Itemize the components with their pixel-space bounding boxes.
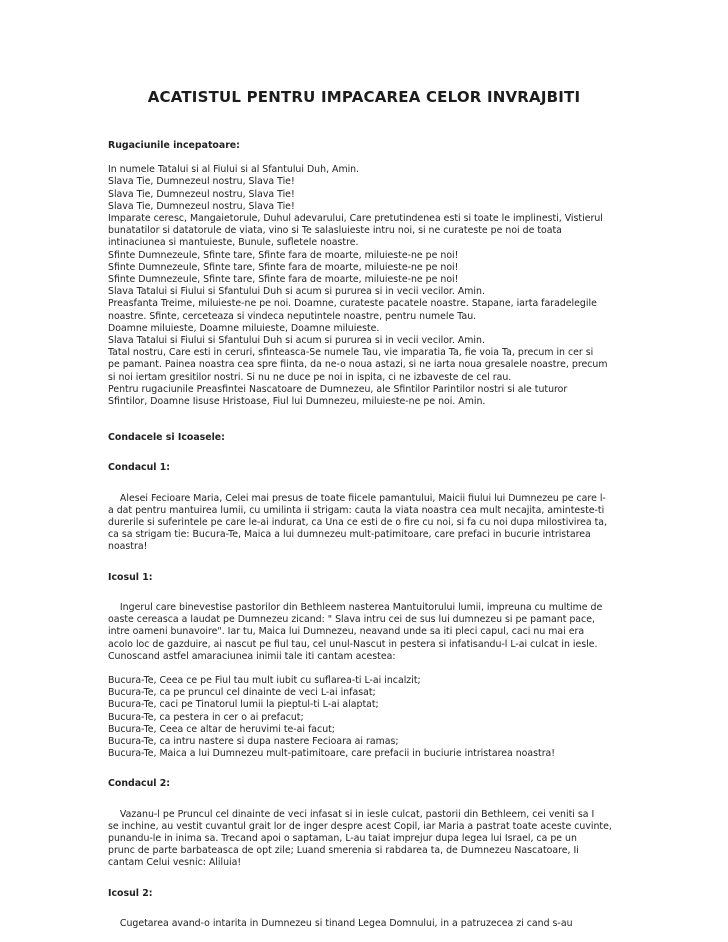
- text-line: noastre. Sfinte, cerceteaza si vindeca neputintele noastre, pentru numele Tau.: [108, 310, 477, 322]
- text-line: Imparate ceresc, Mangaietorule, Duhul adevarului, Care pretutindenea esti si toate le implinesti, Vistierul: [108, 213, 603, 225]
- section-body-condacul-1: [108, 493, 628, 554]
- text-line: durerile si suferintele pe care le-ai indurat, ca Una ce esti de o fire cu noi, si fa cu noi dupa milostivirea ta,: [108, 517, 608, 529]
- text-line: punandu-le in inima sa. Trecand apoi o saptaman, L-au taiat imprejur dupa legea lui Israel, ca pe un: [108, 832, 577, 844]
- section-body-rugaciuni: [108, 164, 628, 408]
- text-line: Bucura-Te, ca pestera in cer o ai prefacut;: [108, 711, 304, 723]
- text-line: Vazanu-l pe Pruncul cel dinainte de veci infasat si in iesle culcat, pastorii din Bethleem, cei veniti sa I: [108, 808, 595, 820]
- text-line: Sfintilor, Doamne Iisuse Hristoase, Fiul lui Dumnezeu, miluieste-ne pe noi. Amin.: [108, 396, 486, 408]
- text-line: Bucura-Te, Ceea ce pe Fiul tau mult iubit cu suflarea-ti L-ai incalzit;: [108, 674, 421, 686]
- text-line: noastra!: [108, 541, 148, 553]
- text-line: Preasfanta Treime, miluieste-ne pe noi. Doamne, curateste pacatele noastre. Stapane, iarta faradelegile: [108, 298, 597, 310]
- text-line: Bucura-Te, caci pe Tinatorul lumii la pieptul-ti L-ai alaptat;: [108, 699, 379, 711]
- text-line: Tatal nostru, Care esti in ceruri, sfinteasca-Se numele Tau, vie imparatia Ta, fie voia Ta, precum in cer si: [108, 347, 594, 359]
- text-line: Ingerul care binevestise pastorilor din Bethleem nasterea Mantuitorului lumii, impreuna cu multime de: [108, 601, 603, 613]
- section-heading-condacul-1: Condacul 1:: [108, 462, 171, 474]
- section-litany-icosul-1: [108, 675, 628, 760]
- text-line: ca sa strigam tie: Bucura-Te, Maica a lui dumnezeu mult-patimitoare, care prefaci in bucurie intristarea: [108, 529, 591, 541]
- text-line: se inchine, au vestit cuvantul grait lor de inger despre acest Copil, iar Maria a pastrat toate aceste cuvinte,: [108, 820, 612, 832]
- text-line: Alesei Fecioare Maria, Celei mai presus de toate fiicele pamantului, Maicii fiului lui Dumnezeu pe care l-: [108, 492, 606, 504]
- text-line: In numele Tatalui si al Fiului si al Sfantului Duh, Amin.: [108, 164, 360, 176]
- text-line: a dat pentru mantuirea lumii, cu umilinta ii strigam: cauta la viata noastra cea mult necajita, aminteste-ti: [108, 504, 605, 516]
- text-line: Sfinte Dumnezeule, Sfinte tare, Sfinte fara de moarte, miluieste-ne pe noi!: [108, 249, 459, 261]
- text-line: Sfinte Dumnezeule, Sfinte tare, Sfinte fara de moarte, miluieste-ne pe noi!: [108, 261, 459, 273]
- text-line: si noi iertam gresitilor nostri. Si nu ne duce pe noi in ispita, ci ne izbaveste de cel rau.: [108, 371, 512, 383]
- text-line: intre oameni bunavoire". Iar tu, Maica lui Dumnezeu, neavand unde sa iti pleci capul, caci nu mai era: [108, 626, 585, 638]
- section-heading-icosul-1: Icosul 1:: [108, 571, 153, 583]
- text-line: Sfinte Dumnezeule, Sfinte tare, Sfinte fara de moarte, miluieste-ne pe noi!: [108, 274, 459, 286]
- text-line: Bucura-Te, ca pe pruncul cel dinainte de veci L-ai infasat;: [108, 687, 376, 699]
- text-line: intinaciunea si mantuieste, Bunule, sufletele noastre.: [108, 237, 359, 249]
- section-body-icosul-1: [108, 602, 628, 663]
- text-line: Slava Tie, Dumnezeul nostru, Slava Tie!: [108, 188, 295, 200]
- section-body-icosul-2: [108, 918, 628, 930]
- document-body: [108, 140, 628, 930]
- section-body-condacul-2: [108, 809, 628, 870]
- text-line: bunatatilor si datatorule de viata, vino si Te salasluieste intru noi, si ne curateste pe noi de toata: [108, 225, 562, 237]
- text-line: prunc de parte barbateasca de opt zile; Luand smerenia si rabdarea ta, de Dumnezeu Nascatoare, Ii: [108, 845, 579, 857]
- text-line: acolo loc de gazduire, ai nascut pe fiul tau, cel unul-Nascut in pestera si infatisandu-l L-ai culcat in iesle.: [108, 638, 598, 650]
- text-line: Bucura-Te, Ceea ce altar de heruvimi te-ai facut;: [108, 723, 335, 735]
- text-line: Slava Tatalui si Fiului si Sfantului Duh si acum si pururea si in vecii vecilor. Amin.: [108, 286, 485, 298]
- text-line: Cugetarea avand-o intarita in Dumnezeu si tinand Legea Domnului, in a patruzecea zi cand s-au: [108, 917, 573, 929]
- text-line: pe pamant. Painea noastra cea spre fiinta, da ne-o noua astazi, si ne iarta noua gresalele noastre, precum: [108, 359, 608, 371]
- document-title: ACATISTUL PENTRU IMPACAREA CELOR INVRAJBITI: [147, 88, 581, 106]
- section-heading-icosul-2: Icosul 2:: [108, 887, 153, 899]
- text-line: cantam Celui vesnic: Aliluia!: [108, 857, 242, 869]
- section-heading-condacul-2: Condacul 2:: [108, 778, 171, 790]
- text-line: Pentru rugaciunile Preasfintei Nascatoare de Dumnezeu, ale Sfintilor Parintilor nostri si ale tuturor: [108, 383, 568, 395]
- section-heading-condacele: Condacele si Icoasele:: [108, 432, 225, 444]
- text-line: oaste cereasca a laudat pe Dumnezeu zicand: " Slava intru cei de sus lui dumnezeu si pe pamant pace,: [108, 614, 595, 626]
- text-line: Bucura-Te, ca intru nastere si dupa nastere Fecioara ai ramas;: [108, 735, 399, 747]
- text-line: Slava Tatalui si Fiului si Sfantului Duh si acum si pururea si in vecii vecilor. Amin.: [108, 335, 485, 347]
- text-line: Slava Tie, Dumnezeul nostru, Slava Tie!: [108, 200, 295, 212]
- text-line: Slava Tie, Dumnezeul nostru, Slava Tie!: [108, 176, 295, 188]
- text-line: Bucura-Te, Maica a lui Dumnezeu mult-patimitoare, care prefacii in buciurie intristarea noastra!: [108, 748, 556, 760]
- text-line: Cunoscand astfel amaraciunea inimii tale iti cantam acestea:: [108, 650, 396, 662]
- text-line: Doamne miluieste, Doamne miluieste, Doamne miluieste.: [108, 322, 380, 334]
- section-heading-rugaciuni: Rugaciunile incepatoare:: [108, 140, 240, 151]
